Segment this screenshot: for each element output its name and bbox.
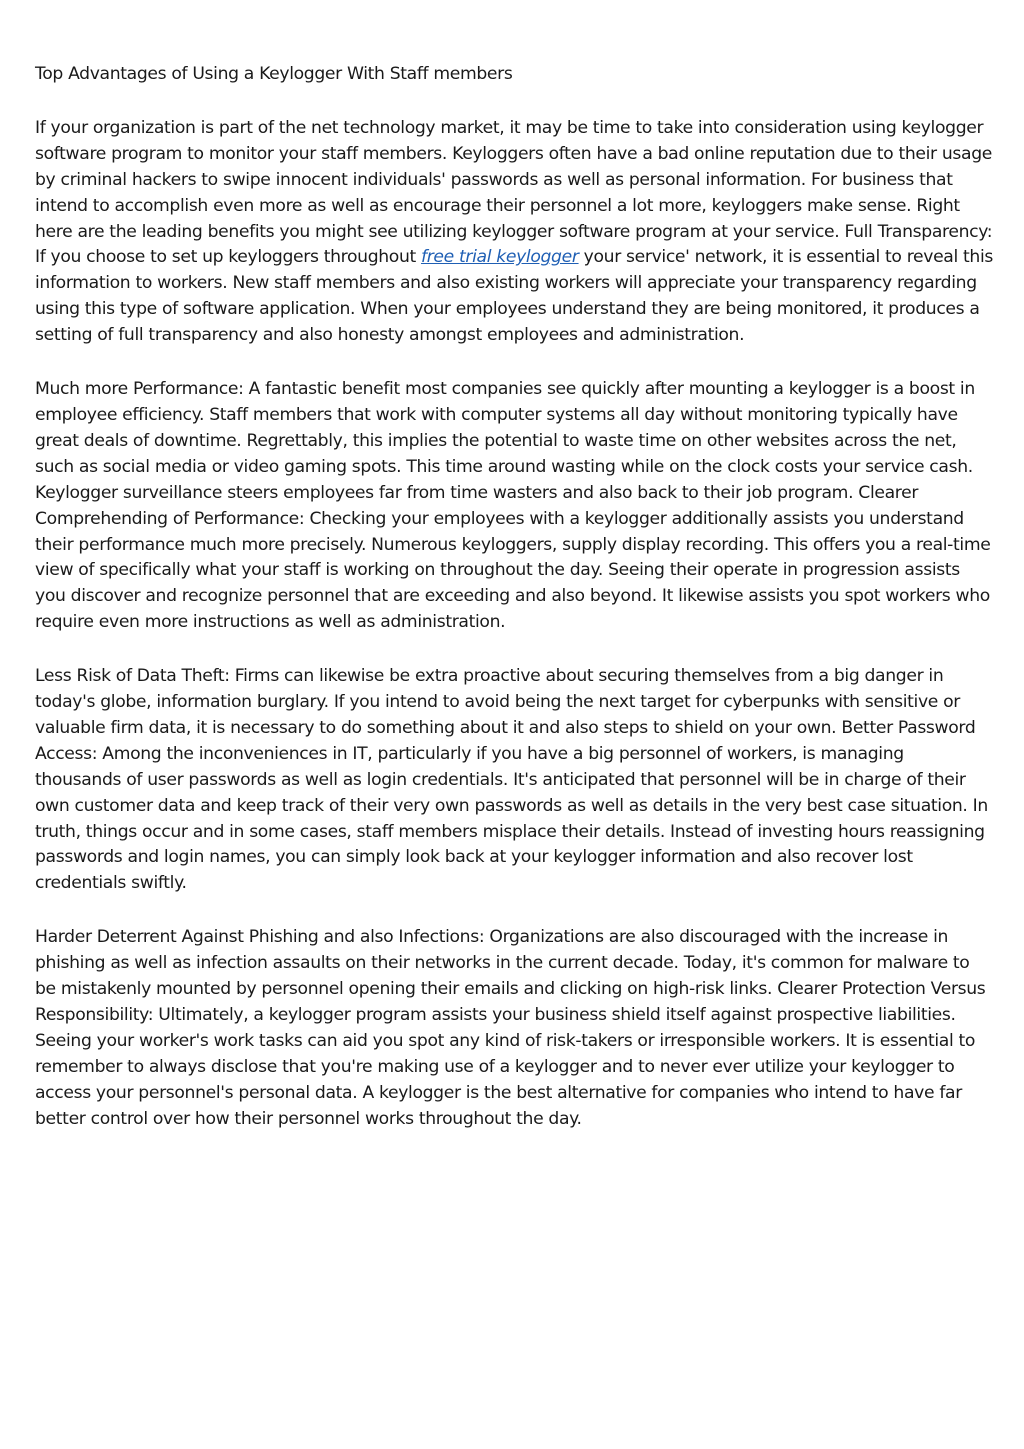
paragraph-phishing: Harder Deterrent Against Phishing and also Infections: Organizations are also discouraged with the increase in phishing as well as infection assaults on their networks in the current decade. Today, it's common for malware to be mistakenly mounted by personnel opening their emails and clicking on high-risk links. Clearer Protection Versus Responsibility: Ultimately, a keylogger program assists your business shield itself against prospective liabilities. Seeing your worker's work tasks can aid you spot any kind of risk-takers or irresponsible workers. It is essential to remember to always disclose that you're making use of a keylogger and to never ever utilize your keylogger to access your personnel's personal data. A keylogger is the best alternative for companies who intend to have far better control over how their personnel works throughout the day. xyxy=(35,927,986,1129)
free-trial-keylogger-link[interactable]: free trial keylogger xyxy=(421,247,579,268)
paragraph-text: your service' network, it is essential to reveal this information to workers. New staff members and also existing workers will appreciate your transparency regarding using this type of software application. When your employees understand they are being monitored, it produces a setting of full transparency and also honesty amongst employees and administration. xyxy=(35,247,993,346)
document-title: Top Advantages of Using a Keylogger With Staff members xyxy=(35,64,513,84)
paragraph-data-theft: Less Risk of Data Theft: Firms can likewise be extra proactive about securing themselves from a big danger in today's globe, information burglary. If you intend to avoid being the next target for cyberpunks with sensitive or valuable firm data, it is necessary to do something about it and also steps to shield on your own. Better Password Access: Among the inconveniences in IT, particularly if you have a big personnel of workers, is managing thousands of user passwords as well as login credentials. It's anticipated that personnel will be in charge of their own customer data and keep track of their very own passwords as well as details in the very best case situation. In truth, things occur and in some cases, staff members misplace their details. Instead of investing hours reassigning passwords and login names, you can simply look back at your keylogger information and also recover lost credentials swiftly. xyxy=(35,666,988,894)
document-page xyxy=(35,62,995,1161)
paragraph-performance: Much more Performance: A fantastic benefit most companies see quickly after mounting a keylogger is a boost in employee efficiency. Staff members that work with computer systems all day without monitoring typically have great deals of downtime. Regrettably, this implies the potential to waste time on other websites across the net, such as social media or video gaming spots. This time around wasting while on the clock costs your service cash. Keylogger surveillance steers employees far from time wasters and also back to their job program. Clearer Comprehending of Performance: Checking your employees with a keylogger additionally assists you understand their performance much more precisely. Numerous keyloggers, supply display recording. This offers you a real-time view of specifically what your staff is working on throughout the day. Seeing their operate in progression assists you discover and recognize personnel that are exceeding and also beyond. It likewise assists you spot workers who require even more instructions as well as administration. xyxy=(35,379,991,633)
paragraph-transparency xyxy=(35,116,995,349)
paragraph-text: If your organization is part of the net technology market, it may be time to take into consideration using keylogger software program to monitor your staff members. Keyloggers often have a bad online reputation due to their usage by criminal hackers to swipe innocent individuals' passwords as well as personal information. For business that intend to accomplish even more as well as encourage their personnel a lot more, keyloggers make sense. Right here are the leading benefits you might see utilizing keylogger software program at your service. Full Transparency: If you choose to set up keyloggers throughout xyxy=(35,117,993,268)
